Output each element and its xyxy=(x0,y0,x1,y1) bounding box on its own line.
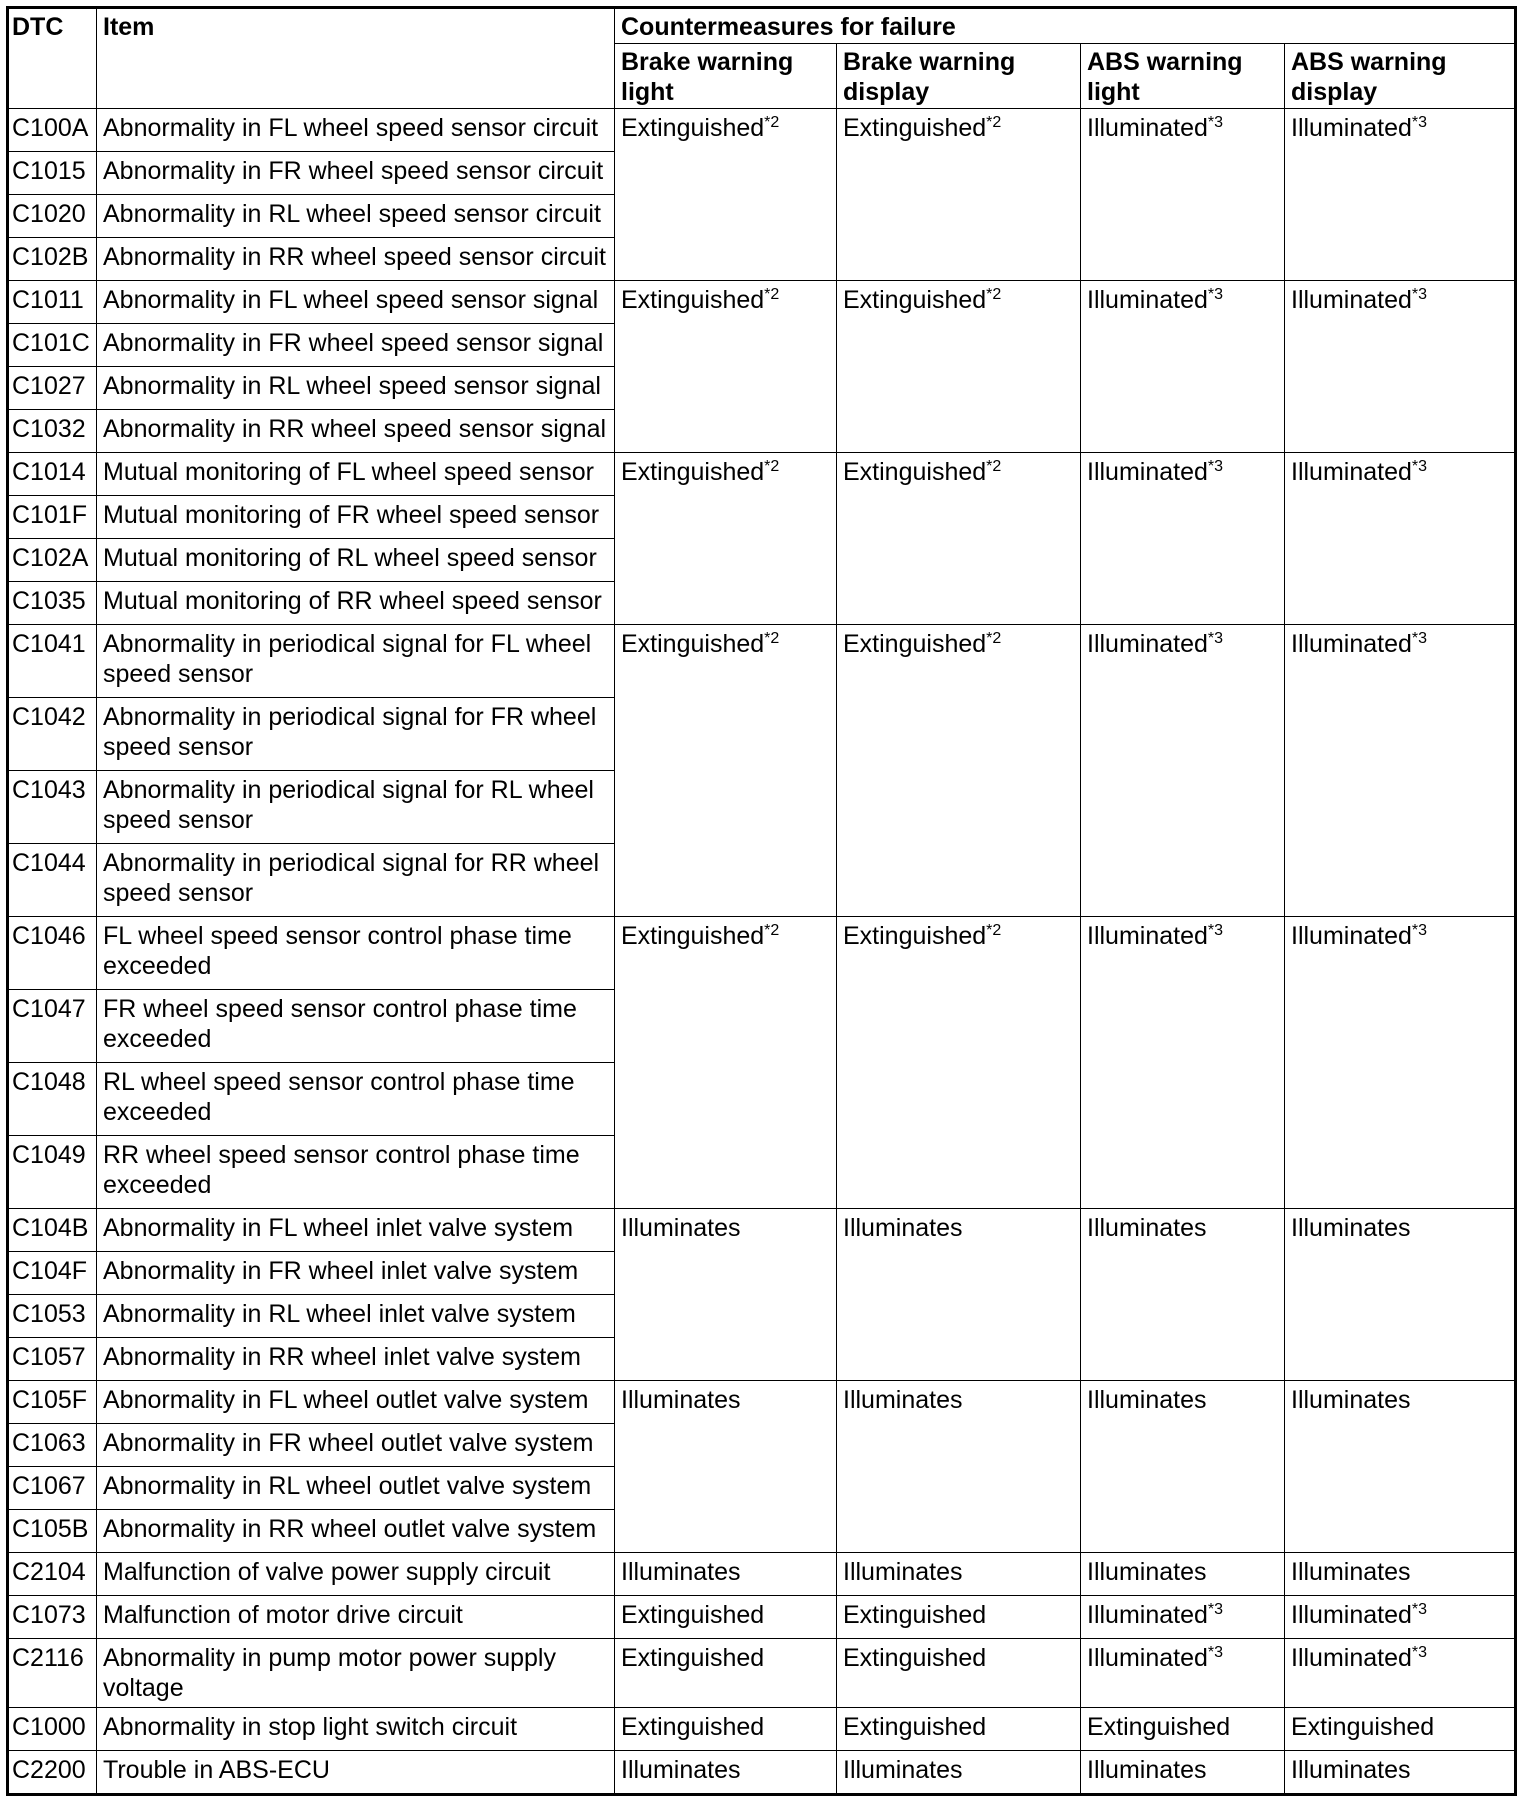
item-description: Abnormality in pump motor power supply voltage xyxy=(97,1639,615,1708)
dtc-code: C1073 xyxy=(8,1596,97,1639)
item-description: Mutual monitoring of RR wheel speed sensor xyxy=(97,582,615,625)
abs-warning-display-cell xyxy=(1285,625,1516,917)
table-row xyxy=(8,1708,1516,1751)
item-description: Abnormality in RR wheel outlet valve system xyxy=(97,1510,615,1553)
item-description: Malfunction of motor drive circuit xyxy=(97,1596,615,1639)
table-row xyxy=(8,1381,1516,1424)
footnote-marker: *3 xyxy=(1207,286,1224,303)
status-text: Illuminates xyxy=(621,1214,741,1242)
brake-warning-display-cell xyxy=(837,281,1081,453)
abs-warning-light-cell xyxy=(1081,1708,1285,1751)
status-text: Illuminated xyxy=(1291,1601,1412,1629)
header-brake-warning-light: Brake warning light xyxy=(615,44,837,109)
status-text: Illuminated xyxy=(1087,458,1208,486)
brake-warning-display-cell xyxy=(837,917,1081,1209)
status-text: Illuminates xyxy=(621,1386,741,1414)
item-description: Abnormality in FL wheel outlet valve system xyxy=(97,1381,615,1424)
dtc-code: C1057 xyxy=(8,1338,97,1381)
dtc-code: C102B xyxy=(8,238,97,281)
table-row xyxy=(8,281,1516,324)
brake-warning-display-cell xyxy=(837,1708,1081,1751)
footnote-marker: *2 xyxy=(764,114,780,131)
status-text: Extinguished xyxy=(1291,1713,1435,1741)
brake-warning-display-cell xyxy=(837,625,1081,917)
table-row xyxy=(8,109,1516,152)
footnote-marker: *2 xyxy=(986,458,1002,475)
status-text: Extinguished xyxy=(843,630,987,658)
status-text: Illuminates xyxy=(1087,1214,1207,1242)
table-row xyxy=(8,1553,1516,1596)
item-description: RR wheel speed sensor control phase time exceeded xyxy=(97,1136,615,1209)
header-item: Item xyxy=(97,8,615,109)
dtc-code: C1063 xyxy=(8,1424,97,1467)
header-countermeasures: Countermeasures for failure xyxy=(615,8,1516,44)
table-row xyxy=(8,1209,1516,1252)
item-description: Abnormality in periodical signal for RL wheel speed sensor xyxy=(97,771,615,844)
dtc-code: C1020 xyxy=(8,195,97,238)
brake-warning-light-cell xyxy=(615,1553,837,1596)
item-description: Mutual monitoring of FR wheel speed sensor xyxy=(97,496,615,539)
status-text: Illuminated xyxy=(1087,630,1208,658)
dtc-code: C1011 xyxy=(8,281,97,324)
item-description: Abnormality in FR wheel speed sensor signal xyxy=(97,324,615,367)
brake-warning-display-cell xyxy=(837,1639,1081,1708)
status-text: Extinguished xyxy=(1087,1713,1231,1741)
abs-warning-display-cell xyxy=(1285,109,1516,281)
dtc-countermeasures-table xyxy=(6,6,1517,1796)
brake-warning-display-cell xyxy=(837,1751,1081,1795)
dtc-code: C1041 xyxy=(8,625,97,698)
status-text: Illuminates xyxy=(843,1756,963,1784)
brake-warning-light-cell xyxy=(615,1596,837,1639)
status-text: Illuminated xyxy=(1291,922,1412,950)
status-text: Extinguished xyxy=(621,630,765,658)
brake-warning-light-cell xyxy=(615,1708,837,1751)
footnote-marker: *3 xyxy=(1411,114,1428,131)
status-text: Illuminates xyxy=(1291,1386,1411,1414)
item-description: Abnormality in RR wheel inlet valve system xyxy=(97,1338,615,1381)
status-text: Illuminates xyxy=(1291,1558,1411,1586)
item-description: Trouble in ABS-ECU xyxy=(97,1751,615,1795)
status-text: Illuminates xyxy=(1087,1558,1207,1586)
abs-warning-light-cell xyxy=(1081,917,1285,1209)
abs-warning-display-cell xyxy=(1285,281,1516,453)
status-text: Extinguished xyxy=(621,458,765,486)
dtc-code: C104B xyxy=(8,1209,97,1252)
abs-warning-light-cell xyxy=(1081,1751,1285,1795)
table-row xyxy=(8,625,1516,698)
abs-warning-light-cell xyxy=(1081,1209,1285,1381)
footnote-marker: *3 xyxy=(1207,1601,1224,1618)
table-row xyxy=(8,1751,1516,1795)
item-description: Abnormality in RR wheel speed sensor circuit xyxy=(97,238,615,281)
table-row xyxy=(8,1596,1516,1639)
item-description: Abnormality in periodical signal for FL wheel speed sensor xyxy=(97,625,615,698)
brake-warning-light-cell xyxy=(615,453,837,625)
item-description: Abnormality in RL wheel inlet valve system xyxy=(97,1295,615,1338)
dtc-code: C102A xyxy=(8,539,97,582)
status-text: Illuminated xyxy=(1087,114,1208,142)
footnote-marker: *3 xyxy=(1411,1644,1428,1661)
dtc-code: C1015 xyxy=(8,152,97,195)
dtc-code: C104F xyxy=(8,1252,97,1295)
status-text: Illuminates xyxy=(621,1558,741,1586)
dtc-code: C100A xyxy=(8,109,97,152)
footnote-marker: *3 xyxy=(1411,286,1428,303)
status-text: Illuminates xyxy=(1291,1756,1411,1784)
brake-warning-display-cell xyxy=(837,1381,1081,1553)
footnote-marker: *3 xyxy=(1207,114,1224,131)
header-abs-warning-display: ABS warning display xyxy=(1285,44,1516,109)
item-description: Abnormality in periodical signal for RR wheel speed sensor xyxy=(97,844,615,917)
status-text: Illuminates xyxy=(1087,1386,1207,1414)
brake-warning-light-cell xyxy=(615,917,837,1209)
status-text: Illuminated xyxy=(1291,1644,1412,1672)
header-row xyxy=(8,8,1516,44)
abs-warning-light-cell xyxy=(1081,1596,1285,1639)
status-text: Extinguished xyxy=(843,458,987,486)
item-description: Abnormality in RL wheel speed sensor signal xyxy=(97,367,615,410)
header-abs-warning-light: ABS warning light xyxy=(1081,44,1285,109)
item-description: RL wheel speed sensor control phase time exceeded xyxy=(97,1063,615,1136)
abs-warning-display-cell xyxy=(1285,1209,1516,1381)
brake-warning-light-cell xyxy=(615,1209,837,1381)
brake-warning-display-cell xyxy=(837,453,1081,625)
item-description: FR wheel speed sensor control phase time exceeded xyxy=(97,990,615,1063)
abs-warning-display-cell xyxy=(1285,1639,1516,1708)
status-text: Illuminated xyxy=(1087,1601,1208,1629)
item-description: Abnormality in FL wheel speed sensor signal xyxy=(97,281,615,324)
dtc-code: C2200 xyxy=(8,1751,97,1795)
item-description: Abnormality in FR wheel outlet valve system xyxy=(97,1424,615,1467)
dtc-code: C1044 xyxy=(8,844,97,917)
footnote-marker: *3 xyxy=(1411,1601,1428,1618)
item-description: Abnormality in RL wheel outlet valve system xyxy=(97,1467,615,1510)
status-text: Extinguished xyxy=(843,1601,987,1629)
footnote-marker: *2 xyxy=(764,286,780,303)
footnote-marker: *2 xyxy=(986,114,1002,131)
footnote-marker: *2 xyxy=(764,922,780,939)
footnote-marker: *2 xyxy=(986,922,1002,939)
brake-warning-display-cell xyxy=(837,109,1081,281)
abs-warning-light-cell xyxy=(1081,281,1285,453)
dtc-code: C1053 xyxy=(8,1295,97,1338)
item-description: Abnormality in FL wheel inlet valve system xyxy=(97,1209,615,1252)
abs-warning-display-cell xyxy=(1285,1751,1516,1795)
brake-warning-light-cell xyxy=(615,1639,837,1708)
dtc-code: C1043 xyxy=(8,771,97,844)
dtc-code: C101C xyxy=(8,324,97,367)
dtc-code: C1048 xyxy=(8,1063,97,1136)
table-row xyxy=(8,453,1516,496)
abs-warning-light-cell xyxy=(1081,1639,1285,1708)
abs-warning-display-cell xyxy=(1285,1381,1516,1553)
status-text: Extinguished xyxy=(843,922,987,950)
status-text: Illuminates xyxy=(843,1214,963,1242)
status-text: Illuminated xyxy=(1291,286,1412,314)
table-row xyxy=(8,1639,1516,1708)
status-text: Extinguished xyxy=(621,286,765,314)
abs-warning-display-cell xyxy=(1285,1708,1516,1751)
status-text: Extinguished xyxy=(843,1713,987,1741)
item-description: Malfunction of valve power supply circuit xyxy=(97,1553,615,1596)
status-text: Extinguished xyxy=(621,1601,765,1629)
footnote-marker: *3 xyxy=(1411,458,1428,475)
footnote-marker: *3 xyxy=(1207,630,1224,647)
item-description: Abnormality in stop light switch circuit xyxy=(97,1708,615,1751)
dtc-code: C1035 xyxy=(8,582,97,625)
dtc-code: C1027 xyxy=(8,367,97,410)
item-description: Mutual monitoring of FL wheel speed sensor xyxy=(97,453,615,496)
footnote-marker: *3 xyxy=(1411,922,1428,939)
dtc-code: C105B xyxy=(8,1510,97,1553)
abs-warning-light-cell xyxy=(1081,453,1285,625)
status-text: Illuminates xyxy=(843,1558,963,1586)
brake-warning-display-cell xyxy=(837,1596,1081,1639)
dtc-code: C2116 xyxy=(8,1639,97,1708)
status-text: Extinguished xyxy=(621,114,765,142)
status-text: Extinguished xyxy=(843,286,987,314)
dtc-code: C1046 xyxy=(8,917,97,990)
footnote-marker: *2 xyxy=(764,630,780,647)
dtc-code: C105F xyxy=(8,1381,97,1424)
abs-warning-light-cell xyxy=(1081,1381,1285,1553)
abs-warning-light-cell xyxy=(1081,1553,1285,1596)
header-dtc: DTC xyxy=(8,8,97,109)
footnote-marker: *3 xyxy=(1207,922,1224,939)
status-text: Illuminated xyxy=(1087,922,1208,950)
brake-warning-display-cell xyxy=(837,1553,1081,1596)
status-text: Extinguished xyxy=(621,922,765,950)
status-text: Illuminates xyxy=(1087,1756,1207,1784)
status-text: Illuminates xyxy=(843,1386,963,1414)
abs-warning-light-cell xyxy=(1081,109,1285,281)
status-text: Illuminates xyxy=(1291,1214,1411,1242)
brake-warning-display-cell xyxy=(837,1209,1081,1381)
footnote-marker: *3 xyxy=(1207,458,1224,475)
item-description: Abnormality in FR wheel inlet valve system xyxy=(97,1252,615,1295)
item-description: Mutual monitoring of RL wheel speed sensor xyxy=(97,539,615,582)
item-description: Abnormality in RR wheel speed sensor signal xyxy=(97,410,615,453)
abs-warning-light-cell xyxy=(1081,625,1285,917)
item-description: Abnormality in periodical signal for FR wheel speed sensor xyxy=(97,698,615,771)
footnote-marker: *3 xyxy=(1207,1644,1224,1661)
status-text: Illuminated xyxy=(1087,286,1208,314)
dtc-code: C1014 xyxy=(8,453,97,496)
status-text: Illuminated xyxy=(1291,458,1412,486)
footnote-marker: *3 xyxy=(1411,630,1428,647)
status-text: Extinguished xyxy=(621,1644,765,1672)
brake-warning-light-cell xyxy=(615,281,837,453)
dtc-code: C2104 xyxy=(8,1553,97,1596)
status-text: Extinguished xyxy=(621,1713,765,1741)
footnote-marker: *2 xyxy=(764,458,780,475)
status-text: Illuminates xyxy=(621,1756,741,1784)
status-text: Illuminated xyxy=(1087,1644,1208,1672)
abs-warning-display-cell xyxy=(1285,1596,1516,1639)
brake-warning-light-cell xyxy=(615,1751,837,1795)
item-description: FL wheel speed sensor control phase time exceeded xyxy=(97,917,615,990)
dtc-code: C1049 xyxy=(8,1136,97,1209)
brake-warning-light-cell xyxy=(615,109,837,281)
item-description: Abnormality in RL wheel speed sensor circuit xyxy=(97,195,615,238)
table-row xyxy=(8,917,1516,990)
brake-warning-light-cell xyxy=(615,625,837,917)
dtc-code: C1042 xyxy=(8,698,97,771)
dtc-code: C1032 xyxy=(8,410,97,453)
dtc-code: C101F xyxy=(8,496,97,539)
header-brake-warning-display: Brake warning display xyxy=(837,44,1081,109)
abs-warning-display-cell xyxy=(1285,917,1516,1209)
abs-warning-display-cell xyxy=(1285,1553,1516,1596)
status-text: Extinguished xyxy=(843,114,987,142)
dtc-code: C1067 xyxy=(8,1467,97,1510)
item-description: Abnormality in FR wheel speed sensor circuit xyxy=(97,152,615,195)
brake-warning-light-cell xyxy=(615,1381,837,1553)
abs-warning-display-cell xyxy=(1285,453,1516,625)
footnote-marker: *2 xyxy=(986,286,1002,303)
status-text: Illuminated xyxy=(1291,114,1412,142)
status-text: Illuminated xyxy=(1291,630,1412,658)
dtc-code: C1000 xyxy=(8,1708,97,1751)
footnote-marker: *2 xyxy=(986,630,1002,647)
dtc-code: C1047 xyxy=(8,990,97,1063)
status-text: Extinguished xyxy=(843,1644,987,1672)
item-description: Abnormality in FL wheel speed sensor circuit xyxy=(97,109,615,152)
